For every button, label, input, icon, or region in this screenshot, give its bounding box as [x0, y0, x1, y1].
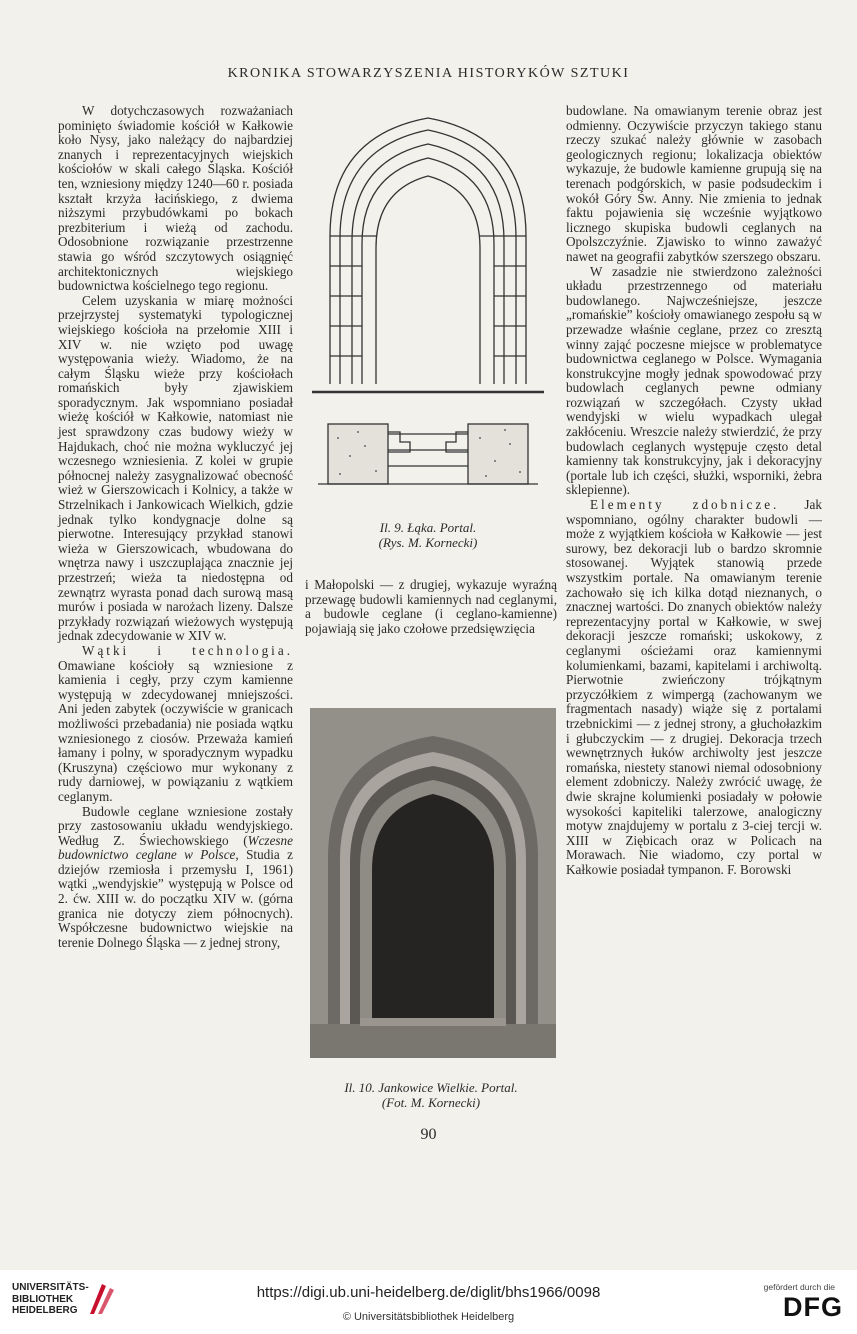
paragraph-text: , Studia z dziejów rzemiosła i przemysłu I, 1961) wątki „wendyjskie” występują w Polsce od 2. ćw. XIII w. do początku XIV w. (górna granica nie dotyczy ziem północnych). Współczesne budownictwo wiejskie na terenie Dolnego Śląska — z jednej strony, [58, 847, 293, 950]
funded-by-label: gefördert durch die [763, 1282, 835, 1292]
page-number: 90 [420, 1126, 437, 1143]
running-header: KRONIKA STOWARZYSZENIA HISTORYKÓW SZTUKI [227, 66, 630, 81]
permalink-url[interactable]: https://digi.ub.uni-heidelberg.de/diglit/bhs1966/0098 [256, 1284, 601, 1301]
dfg-logo: DFG [783, 1292, 843, 1322]
section-text: Omawiane kościoły są wzniesione z kamienia i cegły, przy czym kamienne występują w zdecydowanej mniejszości. Ani jeden zabytek (oczywiście w granicach możliwości przebadania) nie posiada wątku wzniesionego z ciosów. Przeważa kamień łamany i polny, w sporadycznym wypadku (Kruszyna) częściowo mur wykonany z rudy darniowej, w powiązaniu z wątkiem ceglanym. [58, 657, 293, 804]
caption-title: Il. 10. Jankowice Wielkie. Portal. [344, 1080, 518, 1095]
copyright-notice: © Universitätsbibliothek Heidelberg [342, 1311, 515, 1323]
text-column-2 [305, 578, 557, 636]
paragraph [58, 805, 293, 951]
library-name-line: HEIDELBERG [12, 1305, 78, 1316]
paragraph [566, 498, 822, 877]
caption-credit: (Rys. M. Kornecki) [378, 535, 478, 550]
text-column-3 [566, 104, 822, 877]
figure-caption [305, 1080, 557, 1110]
text-column-1 [58, 104, 293, 950]
portal-drawing [310, 116, 546, 494]
footer-bar [0, 1270, 857, 1334]
paragraph [58, 644, 293, 805]
library-name-line: BIBLIOTHEK [12, 1293, 74, 1305]
caption-title: Il. 9. Łąka. Portal. [379, 520, 477, 535]
figure-caption [310, 520, 546, 550]
paragraph: budowlane. Na omawianym terenie obraz jest odmienny. Oczywiście przyczyn takiego stanu rzeczy szukać należy głównie w zasobach geologicznych regionu; lokalizacja obiektów wykazuje, że budowle kamienne grupują się na terenach podgórskich, w pasie podsudeckim i wokół Góry Św. Anny. Nie zmienia to jednak faktu pojawienia się wcześnie wyjątkowo licznego skupiska budowli ceglanych na Opolszczyźnie. Zjawisko to winno zaważyć nawet na geografii zabytków szerszego obszaru. [566, 103, 822, 264]
paragraph: i Małopolski — z drugiej, wykazuje wyraźną przewagę budowli kamiennych nad ceglanymi, a budowle ceglane (i ceglano-kamienne) pojawiają się jako czołowe przedsięwzięcia [305, 577, 557, 636]
paragraph: W dotychczasowych rozważaniach pominięto świadomie kościół w Kałkowie koło Nysy, jako należący do najbardziej znanych i reprezentacyjnych wiejskich kościołów w skali całego Śląska. Kościół ten, wzniesiony między 1240—60 r. posiada kształt krzyża łacińskiego, z dwiema niższymi przybudówkami po bokach prezbiterium i wieżą od zachodu. Odosobnione rozwiązanie przestrzenne stawia go wśród szczytowych osiągnięć architektonicznych wiejskiego budownictwa kościelnego tego regionu. [58, 103, 293, 294]
paragraph: Celem uzyskania w miarę możności przejrzystej systematyki typologicznej wiejskiego kościoła na przełomie XIII i XIV w. nie wzięto pod uwagę występowania wieży. Wiadomo, że na całym Śląsku wieże przy kościołach romańskich były zjawiskiem sporadycznym. Jak wspomniano posiadał wieżę kościół w Kałkowie, natomiast nie jest sprawdzony czas budowy wieży w Hajdukach, choć nie można wykluczyć jej wczesnego wzniesienia. Z kolei w grupie północnej należy zasygnalizować obecność wież w Gierszowicach i Kolnicy, a także w Strzelnikach i Jankowicach Wielkich, gdzie jednak tylko kondygnacje dolne są pierwotne. Interesujący przykład stanowi wieża w Gierszowicach, wbudowana do wnętrza nawy i uszczuplająca znacznie jej przestrzeń; wieża ta niedostępna od zewnątrz wyrasta ponad dach surową masą murów i posiada w narożach lizeny. Dalsze przykłady rozwiązań wieżowych występują jednak zdecydowanie w XIV w. [58, 292, 293, 644]
paragraph: W zasadzie nie stwierdzono zależności układu przestrzennego od materiału budowlanego. Najwcześniejsze, jeszcze „romańskie” kościoły omawianego zespołu są w przewadze właśnie ceglane, przez co zresztą winny zająć poczesne miejsce w problematyce budownictwa ceglanego w Polsce. Wymagania konstrukcyjne mogły jednak spowodować przy budowlach ceglanych pewne odmiany rozwiązań w szczegółach. Czysty układ wendyjski w wielu wypadkach ulegał zakłóceniu. Wreszcie należy stwierdzić, że przy budowlach ceglanych występuje często detal kamienny tak konstrukcyjny, jak i dekoracyjny (portale lub ich części, służki, wsporniki, żebra sklepienne). [566, 263, 822, 498]
paragraph-text: Budowle ceglane wzniesione zostały przy zastosowaniu układu wendyjskiego. Według Z. Świechowskiego ( [58, 803, 293, 848]
section-title: Wątki i technologia. [82, 642, 293, 658]
caption-credit: (Fot. M. Kornecki) [381, 1095, 481, 1110]
library-name-line: UNIVERSITÄTS- [12, 1282, 89, 1293]
book-title: Wczesne budownictwo ceglane w Polsce [58, 832, 293, 863]
portal-photo [310, 708, 556, 1058]
section-text: Jak wspomniano, ogólny charakter budowli — może z wyjątkiem kościoła w Kałkowie — jest surowy, bez dekoracji lub o bardzo skromnie stosowanej. Wyjątek stanowią przede wszystkim portale. Na omawianym terenie zachowało się ich kilka dotąd nieznanych, o znacznej wartości. Do znanych obiektów należy reprezentacyjny portal w Kałkowie, w swej dekoracji jeszcze romański; uskokowy, z ceglanymi ościeżami oraz kamiennymi kolumienkami, bazami, kapitelami i archiwoltą. Pierwotnie zwieńczony trójkątnym przyczółkiem z wimpergą (zachowanym we fragmentach nasady) wiąże się z portalami trzebnickimi — z jednej strony, a głuchołazkim i głubczyckim — z drugiej. Dekoracja trzech wewnętrznych łuków archiwolty jest jeszcze romańska, niestety stanowi niemal odosobniony element zdobniczy. Należy zwrócić uwagę, że dwie skrajne kolumienki posiadały w połowie wysokości kapiteliki talerzowe, analogiczny motyw znajdujemy w portalu z 3-ciej tercji w. XIII w Ziębicach oraz w Policach na Morawach. Nie wiadomo, czy portal w Kałkowie posiadał tympanon. F. Borowski [566, 497, 822, 877]
section-title: Elementy zdobnicze. [590, 497, 780, 513]
